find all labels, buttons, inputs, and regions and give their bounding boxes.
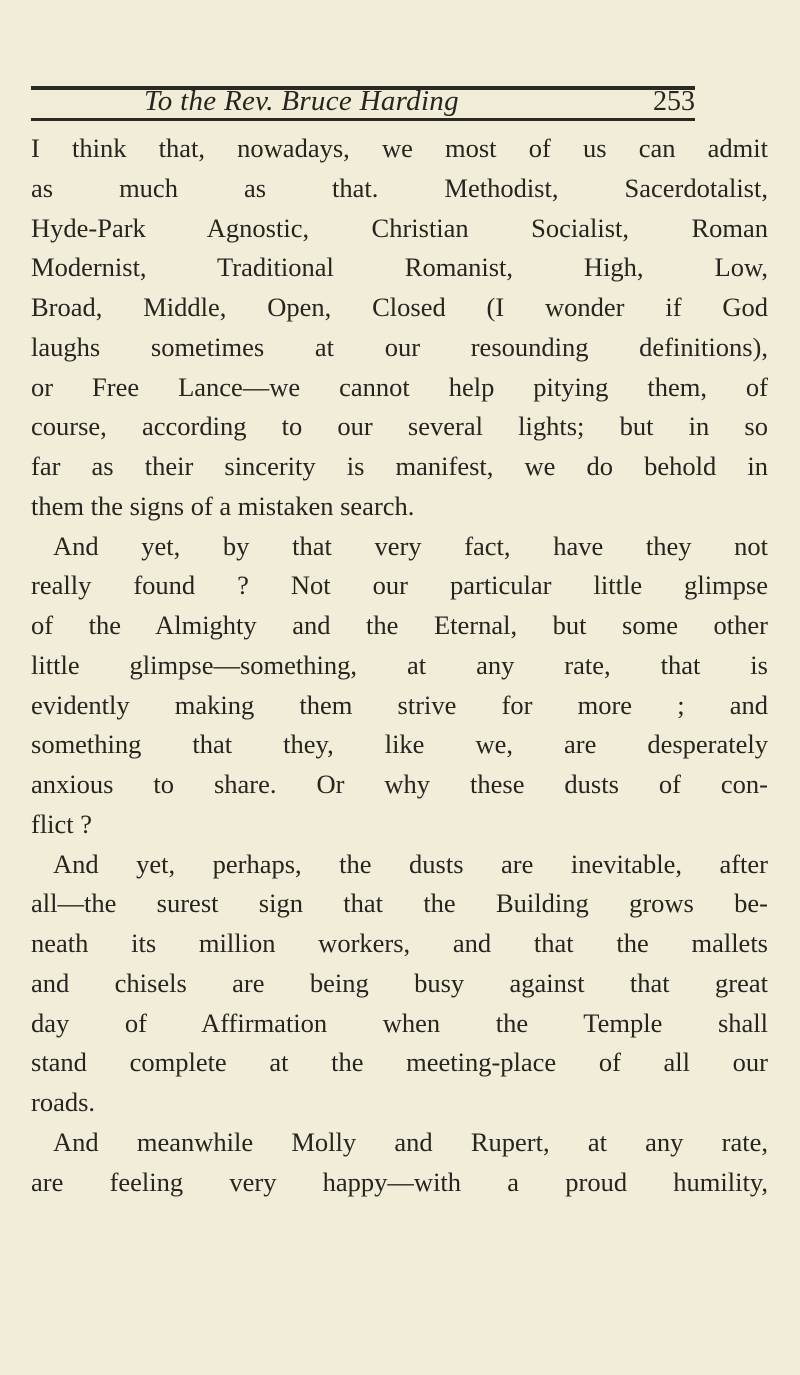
text-line: as much as that. Methodist, Sacerdotalist, (31, 172, 768, 203)
text-line: roads. (31, 1087, 96, 1117)
text-line: day of Affirmation when the Temple shall (31, 1007, 768, 1038)
page-number: 253 (653, 86, 695, 117)
text-line: And yet, perhaps, the dusts are inevitable, after (53, 848, 768, 879)
page-body-text (31, 129, 768, 1202)
text-line: something that they, like we, are desperately (31, 729, 768, 760)
text-line: little glimpse—something, at any rate, that is (31, 649, 768, 680)
text-line: stand complete at the meeting-place of all our (31, 1047, 768, 1078)
text-line: Hyde-Park Agnostic, Christian Socialist, Roman (31, 212, 768, 243)
text-line: And yet, by that very fact, have they not (53, 530, 768, 561)
header-bottom-rule (31, 118, 695, 121)
text-line: far as their sincerity is manifest, we do behold in (31, 451, 768, 481)
text-line: laughs sometimes at our resounding definitions), (31, 331, 768, 362)
text-line: flict ? (31, 808, 93, 839)
text-line: and chisels are being busy against that great (31, 967, 768, 998)
text-line: course, according to our several lights; but in so (31, 411, 768, 442)
text-line: neath its million workers, and that the mallets (31, 928, 768, 958)
text-line: them the signs of a mistaken search. (31, 490, 415, 521)
text-line: And meanwhile Molly and Rupert, at any rate, (53, 1126, 768, 1157)
text-line: I think that, nowadays, we most of us can admit (31, 133, 768, 163)
running-title: To the Rev. Bruce Harding (144, 85, 459, 117)
text-line: anxious to share. Or why these dusts of con- (31, 769, 768, 799)
text-line: of the Almighty and the Eternal, but some other (31, 610, 768, 640)
text-line: Broad, Middle, Open, Closed (I wonder if God (31, 292, 768, 322)
text-line: all—the surest sign that the Building grows be- (31, 888, 768, 919)
running-header (31, 85, 695, 120)
text-line: or Free Lance—we cannot help pitying them, of (31, 371, 768, 402)
text-line: really found ? Not our particular little glimpse (31, 570, 768, 601)
text-line: evidently making them strive for more ; and (31, 689, 768, 720)
text-line: are feeling very happy—with a proud humility, (31, 1166, 768, 1197)
text-line: Modernist, Traditional Romanist, High, Low, (31, 252, 768, 283)
